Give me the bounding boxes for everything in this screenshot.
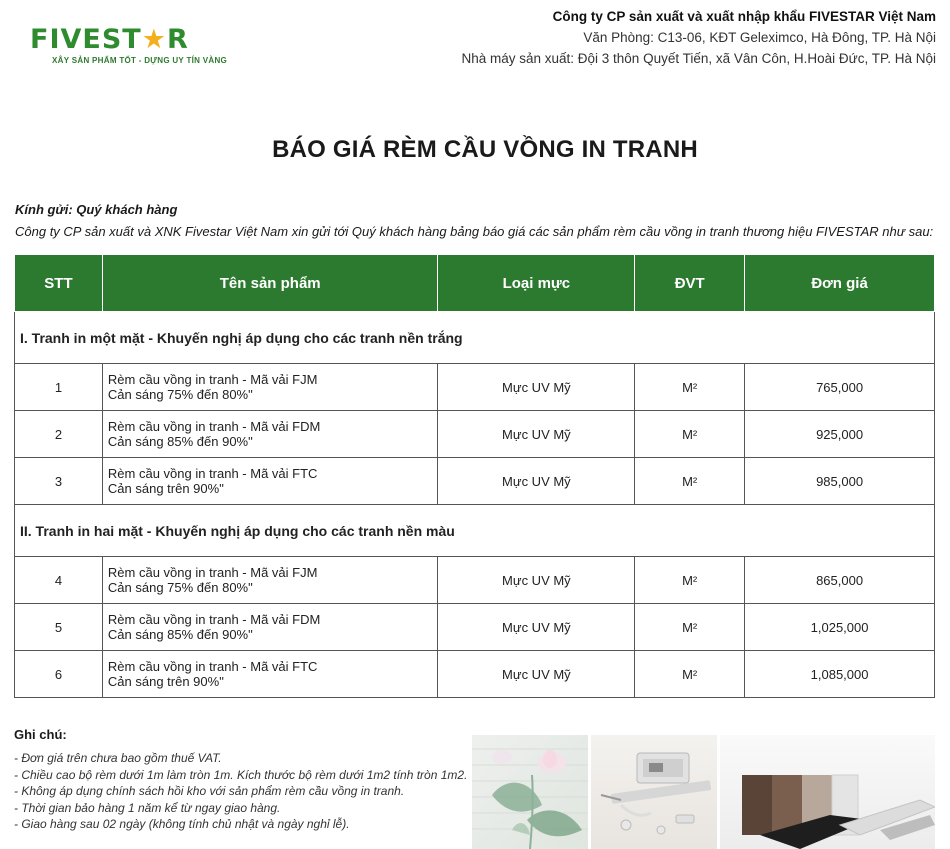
cell-unit: M² xyxy=(635,604,745,651)
column-header-ink: Loại mực xyxy=(438,255,635,312)
cell-unit: M² xyxy=(635,651,745,698)
product-shading: Cản sáng trên 90%" xyxy=(107,674,224,689)
cell-price: 1,025,000 xyxy=(745,604,935,651)
cell-stt: 2 xyxy=(15,411,103,458)
cell-product xyxy=(102,557,438,604)
cell-product xyxy=(102,411,438,458)
product-shading: Cản sáng 85% đến 90%" xyxy=(107,627,253,642)
company-logo xyxy=(30,18,260,70)
cell-ink: Mực UV Mỹ xyxy=(438,557,635,604)
logo-wordmark xyxy=(30,24,189,55)
curtain-profiles-photo xyxy=(720,735,935,849)
table-row xyxy=(15,364,935,411)
cell-ink: Mực UV Mỹ xyxy=(438,604,635,651)
product-name: Rèm cầu vồng in tranh - Mã vải FJM xyxy=(107,565,318,580)
product-photos xyxy=(472,735,935,849)
lotus-painting-photo xyxy=(472,735,588,849)
factory-address: Nhà máy sản xuất: Đội 3 thôn Quyết Tiến, xã Vân Côn, H.Hoài Đức, TP. Hà Nội xyxy=(461,51,936,66)
section-row xyxy=(15,505,935,557)
product-name: Rèm cầu vồng in tranh - Mã vải FDM xyxy=(107,612,321,627)
logo-text-five: FIVE xyxy=(30,24,102,55)
note-item: - Thời gian bảo hàng 1 năm kể từ ngay giao hàng. xyxy=(14,800,281,815)
cell-unit: M² xyxy=(635,364,745,411)
intro-text: Công ty CP sản xuất và XNK Fivestar Việt Nam xin gửi tới Quý khách hàng bảng báo giá các sản phẩm rèm cầu vồng in tranh thương hiệu FIVESTAR như sau: xyxy=(15,224,934,239)
note-item: - Giao hàng sau 02 ngày (không tính chủ nhật và ngày nghỉ lễ). xyxy=(14,817,350,831)
cell-product xyxy=(102,458,438,505)
product-name: Rèm cầu vồng in tranh - Mã vải FTC xyxy=(107,659,318,674)
cell-stt: 5 xyxy=(15,604,103,651)
curtain-accessories-photo xyxy=(591,735,717,849)
greeting: Kính gửi: Quý khách hàng xyxy=(15,202,178,217)
note-item: - Đơn giá trên chưa bao gồm thuế VAT. xyxy=(14,751,222,765)
cell-ink: Mực UV Mỹ xyxy=(438,411,635,458)
column-header-stt: STT xyxy=(15,255,103,312)
section-title: II. Tranh in hai mặt - Khuyến nghị áp dụng cho các tranh nền màu xyxy=(15,505,935,557)
company-name: Công ty CP sản xuất và xuất nhập khẩu FIVESTAR Việt Nam xyxy=(552,9,936,24)
table-row xyxy=(15,604,935,651)
cell-stt: 4 xyxy=(15,557,103,604)
table-row xyxy=(15,458,935,505)
product-name: Rèm cầu vồng in tranh - Mã vải FDM xyxy=(107,419,321,434)
column-header-price: Đơn giá xyxy=(745,255,935,312)
cell-product xyxy=(102,651,438,698)
price-table xyxy=(14,254,935,698)
column-header-product: Tên sản phẩm xyxy=(102,255,438,312)
note-item: - Chiều cao bộ rèm dưới 1m làm tròn 1m. Kích thước bộ rèm dưới 1m2 tính tròn 1m2. xyxy=(14,767,468,782)
logo-tagline: XÂY SẢN PHẨM TỐT - DỰNG UY TÍN VÀNG xyxy=(52,56,228,65)
product-name: Rèm cầu vồng in tranh - Mã vải FJM xyxy=(107,372,318,387)
cell-ink: Mực UV Mỹ xyxy=(438,364,635,411)
office-address: Văn Phòng: C13-06, KĐT Geleximco, Hà Đông, TP. Hà Nội xyxy=(583,30,936,45)
table-header-row xyxy=(15,255,935,312)
logo-text-st: ST xyxy=(101,24,142,55)
notes-section xyxy=(14,727,467,833)
star-icon: ★ xyxy=(141,24,167,55)
page-title: BÁO GIÁ RÈM CẦU VỒNG IN TRANH xyxy=(272,136,698,163)
product-shading: Cản sáng 75% đến 80%" xyxy=(107,580,253,595)
table-row xyxy=(15,411,935,458)
product-shading: Cản sáng 85% đến 90%" xyxy=(107,434,253,449)
section-title: I. Tranh in một mặt - Khuyến nghị áp dụng cho các tranh nền trắng xyxy=(15,312,935,364)
company-info xyxy=(461,6,936,69)
cell-stt: 6 xyxy=(15,651,103,698)
cell-product xyxy=(102,604,438,651)
cell-unit: M² xyxy=(635,411,745,458)
product-name: Rèm cầu vồng in tranh - Mã vải FTC xyxy=(107,466,318,481)
cell-price: 985,000 xyxy=(745,458,935,505)
product-shading: Cản sáng 75% đến 80%" xyxy=(107,387,253,402)
cell-unit: M² xyxy=(635,458,745,505)
product-shading: Cản sáng trên 90%" xyxy=(107,481,224,496)
note-item: - Không áp dụng chính sách hồi kho với sản phẩm rèm cầu vồng in tranh. xyxy=(14,784,405,798)
cell-ink: Mực UV Mỹ xyxy=(438,458,635,505)
cell-price: 925,000 xyxy=(745,411,935,458)
table-row xyxy=(15,651,935,698)
cell-stt: 1 xyxy=(15,364,103,411)
logo-text-r: R xyxy=(166,24,189,55)
section-row xyxy=(15,312,935,364)
notes-heading: Ghi chú: xyxy=(14,727,67,742)
cell-price: 1,085,000 xyxy=(745,651,935,698)
cell-price: 765,000 xyxy=(745,364,935,411)
cell-price: 865,000 xyxy=(745,557,935,604)
cell-ink: Mực UV Mỹ xyxy=(438,651,635,698)
cell-unit: M² xyxy=(635,557,745,604)
cell-stt: 3 xyxy=(15,458,103,505)
cell-product xyxy=(102,364,438,411)
column-header-unit: ĐVT xyxy=(635,255,745,312)
table-row xyxy=(15,557,935,604)
